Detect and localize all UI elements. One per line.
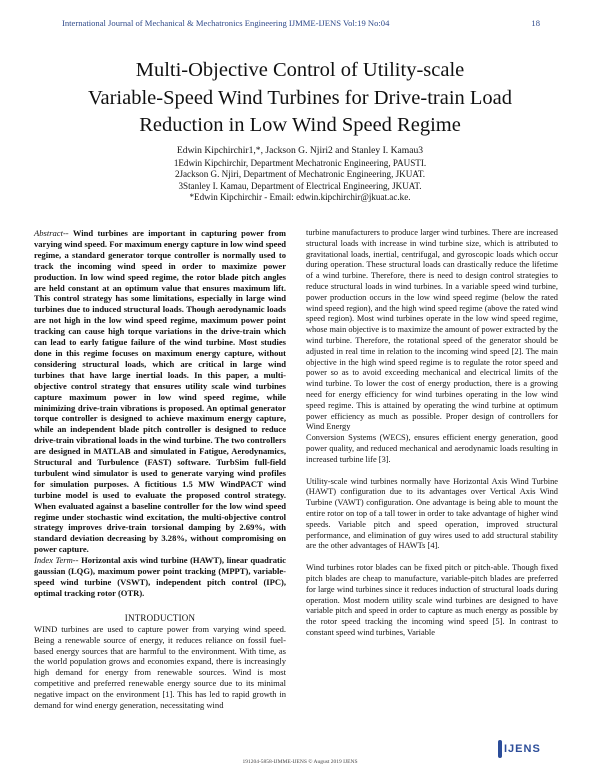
left-column: [34, 228, 286, 711]
title-line-1: Multi-Objective Control of Utility-scale: [135, 59, 465, 81]
right-paragraph-1: turbine manufacturers to produce larger wind turbines. There are increased structural loads with increase in wind turbine size, which is attributed to gravitational loads, inertial, centrifugal, and gyroscopic loads which occur during operation. These structural loads can drastically reduce the lifetime of a wind turbine. Therefore, there is need to design control strategies to reduce structural loads in wind turbines. In a variable speed wind turbine, power production occurs in the low wind speed regime (below the rated wind speed region), and the high wind speed regime (above the rated wind speed region). Most wind turbines operate in the low wind speed regime, whose main objective is to maximize the amount of power extracted by the wind turbine. Therefore, the rotational speed of the generator should be adjusted in real time in relation to the incoming wind speed [2]. The main objective in the high wind speed regime is to regulate the rotor speed and power so as to avoid exceeding mechanical and electrical limits of the wind turbine. To lower the cost of energy production, there is a growing need for energy efficiency for wind turbines operating in the low wind speed regime. This is attained by operating the wind turbine at optimum power efficiency as much as possible. Proper design of controllers for Wind Energy: [306, 228, 558, 432]
right-paragraph-3: Wind turbines rotor blades can be fixed pitch or pitch-able. Though fixed pitch blades are cheap to manufacture, variable-pitch blades are preferred for large wind turbines since it reduces induction of structural loads during operation. Most modern utility scale wind turbines are designed to have variable pitch and speed in order to capture as much energy as possible by the rotor speed tracking the incoming wind speed [5]. In contrast to constant speed wind turbines, Variable: [306, 563, 558, 637]
corresponding-email: *Edwin Kipchirchir - Email: edwin.kipchirchir@jkuat.ac.ke.: [189, 192, 411, 203]
section-heading-introduction: INTRODUCTION: [124, 612, 196, 623]
affiliations: [30, 158, 570, 204]
right-paragraph-1b: Conversion Systems (WECS), ensures efficient energy generation, good power quality, and reduced mechanical and aerodynamic loads resulting in increased turbine life [3].: [306, 433, 558, 464]
page-number: 18: [531, 18, 540, 28]
ijens-logo: IJENS: [504, 743, 541, 755]
affiliation-2: 2Jackson G. Njiri, Department of Mechatronic Engineering, JKUAT.: [174, 169, 426, 180]
affiliation-3: 3Stanley I. Kamau, Department of Electrical Engineering, JKUAT.: [178, 180, 422, 191]
abstract: [34, 228, 286, 555]
page-footer: 191204-5858-IJMME-IJENS © August 2019 IJENS: [242, 759, 358, 765]
journal-name: International Journal of Mechanical & Mechatronics Engineering IJMME-IJENS Vol:19 No:04: [62, 18, 390, 28]
abstract-label: Abstract--: [34, 228, 69, 238]
running-header: [62, 18, 540, 28]
intro-paragraph-1: WIND turbines are used to capture power from varying wind speed. Being a renewable source of energy, it reduces reliance on fossil fuel-based energy sources that are harmful to the environment. With time, as the world population grows and economies expand, there is increasingly high demand for energy from renewable sources. Wind is most competitive and preferred renewable energy source due to its minimal negative impact on the environment [1]. This has led to rapid growth in demand for wind energy generation, necessitating wind: [34, 623, 286, 711]
author-list: Edwin Kipchirchir1,*, Jackson G. Njiri2 and Stanley I. Kamau3: [176, 145, 424, 156]
right-paragraph-2: Utility-scale wind turbines normally have Horizontal Axis Wind Turbine (HAWT) configuration due to its advantages over Vertical Axis Wind Turbine (VAWT) configuration. One advantage is being able to mount the entire rotor on top of a tall tower in order to take advantage of higher wind speeds. Variable pitch and speed operation, improved structural performance, and elimination of guy wires used to add structural stability are the other advantages of HAWTs [4].: [306, 476, 558, 551]
index-terms-label: Index Term--: [34, 555, 79, 566]
paper-title: [30, 57, 570, 140]
right-column: [306, 228, 558, 639]
affiliation-1: 1Edwin Kipchirchir, Department Mechatronic Engineering, PAUSTI.: [173, 158, 427, 168]
index-terms-text: Horizontal axis wind turbine (HAWT), linear quadratic gaussian (LQG), maximum power point tracking (MPPT), variable-speed wind turbine (VSWT), independent pitch control (IPC), optimal tracking rotor (OTR).: [34, 555, 286, 598]
index-terms: [34, 555, 286, 599]
abstract-text: Wind turbines are important in capturing power from varying wind speed. For maximum energy capture in low wind speed regime, a standard generator torque controller is normally used to track the incoming wind speed in order to maximize power production. In low wind speed regime, the rotor blade pitch angles are held constant at an optimum value that ensures maximum lift. This control strategy has some limitations, especially in large wind turbines due to induced structural loads. Though aerodynamic loads are not high in the low wind speed regime, maximum power point tracking can cause high torque variations in the drive-train which can lead to early fatigue failure of the wind turbine. Most studies done in this regime focuses on maximum energy capture, without considering structural loads, which are critical in large wind turbines that have large inertial loads. In this paper, a multi-objective control strategy that ensures utility scale wind turbines capture maximum power in low wind speed regime, while minimizing drive-train vibrations is proposed. An optimal generator torque controller is designed to achieve maximum energy capture, while an independent blade pitch controller is designed to reduce drive-train vibrational loads in the wind turbine. The two controllers are designed in MATLAB and simulated in Fatigue, Aerodynamics, Structural and Turbulence (FAST) software. TurbSim full-field turbulent wind simulator is used to generate varying wind profiles for simulation purposes. A fictitious 1.5 MW WindPACT wind turbine model is used to evaluate the proposed control strategy. When evaluated against a baseline controller for the low wind speed regime under stochastic wind excitation, the multi-objective control strategy improves drive-train torsional damping by 2.69%, with standard deviation decreasing by 3.28%, without compromising on power capture.: [34, 228, 286, 555]
title-line-3: Reduction in Low Wind Speed Regime: [139, 114, 461, 136]
title-line-2: Variable-Speed Wind Turbines for Drive-train Load: [87, 86, 513, 109]
